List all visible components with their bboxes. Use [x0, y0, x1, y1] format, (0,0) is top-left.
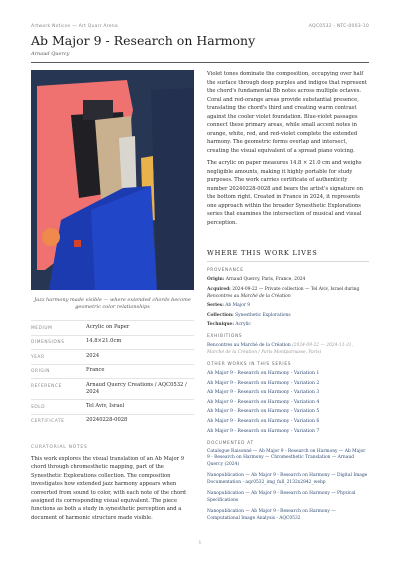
documented-link[interactable]: Nanopublication — Ab Major 9 - Research on Harmony — Computational Image Analysis - AQC0532 — [207, 509, 336, 521]
breadcrumb: Artwork Notices — Art Quarr Arena — [31, 24, 118, 29]
series-label: Series: — [207, 303, 224, 308]
acquired-event: Rencontres au Marché de la Création — [207, 293, 291, 299]
page-title: Ab Major 9 - Research on Harmony — [31, 33, 256, 48]
reference-code: AQC0532 · NTC-0003-10 — [308, 24, 369, 29]
spec-value: 2024 — [86, 352, 100, 359]
spec-value: Tel Aviv, Israel — [86, 402, 125, 409]
spec-row-sold — [31, 399, 194, 414]
notes-heading: CURATORIAL NOTES — [31, 445, 88, 450]
artist-name: Arnaud Quercy — [31, 51, 70, 57]
spec-row-medium — [31, 320, 194, 335]
documented-link[interactable]: Nanopublication — Ab Major 9 - Research on Harmony — Digital Image Documentation - aqc0532_img_full_2132x2842_webp — [207, 473, 368, 485]
artwork-image — [31, 70, 194, 290]
origin-value: Arnaud Quercy, Paris, France, 2024 — [225, 277, 306, 282]
documented-heading: DOCUMENTED AT — [207, 440, 254, 446]
acquired-value: 2024-09-22 — Private collection — Tel Aviv, Israel during — [232, 286, 360, 292]
documented-link[interactable]: Nanopublication — Ab Major 9 - Research on Harmony — Physical Specifications — [207, 491, 356, 503]
provenance-technique — [207, 321, 369, 328]
exhibition-item — [207, 342, 369, 356]
provenance-acquired — [207, 286, 369, 300]
provenance-origin — [207, 276, 369, 283]
provenance-heading: PROVENANCE — [207, 268, 244, 273]
spec-row-reference — [31, 378, 194, 399]
acquired-label: Acquired: — [207, 286, 231, 292]
spec-key: MEDIUM — [31, 325, 53, 331]
spec-value: 20240228-0028 — [86, 417, 128, 423]
spec-value: 14.8×21.0cm — [86, 338, 122, 344]
section-heading: WHERE THIS WORK LIVES — [207, 249, 318, 257]
spec-row-dimensions — [31, 335, 194, 350]
collection-label: Collection: — [207, 312, 234, 318]
spec-key: DIMENSIONS — [31, 340, 65, 345]
series-link[interactable]: Ab Major 9 — [225, 303, 251, 308]
documented-link[interactable]: Catalogue Raisonné — Ab Major 9 - Research on Harmony — Ab Major 9 - Research on Harmony — Chromesthetic Translation — Arnaud Quercy (2024) — [207, 448, 366, 467]
other-work-link[interactable]: Ab Major 9 - Research on Harmony - Variation 5 — [207, 409, 320, 415]
header-divider — [31, 62, 369, 63]
spec-row-origin — [31, 364, 194, 379]
spec-key: YEAR — [31, 354, 45, 360]
spec-key: REFERENCE — [31, 383, 62, 389]
spec-key: SOLD — [31, 404, 46, 410]
other-works-heading: OTHER WORKS IN THIS SERIES — [207, 362, 292, 367]
other-work-link[interactable]: Ab Major 9 - Research on Harmony - Variation 3 — [207, 390, 320, 396]
spec-key: CERTIFICATE — [31, 419, 65, 424]
description-paragraph: The acrylic on paper measures 14.8 × 21.0 cm and weighs negligible amounts, making it highly portable for study purposes. The work carries certificate of authenticity number 20240228-0028 and bears the artist's signature on the bottom right. Created in France in 2024, it represents one approach within the broader Synesthetic Explorations series that examines the intersection of musical and visual perception. — [207, 160, 363, 226]
collection-link[interactable]: Synesthetic Explorations — [235, 312, 291, 318]
other-work-link[interactable]: Ab Major 9 - Research on Harmony - Variation 7 — [207, 428, 320, 434]
header-bar — [31, 24, 369, 29]
artwork-caption: Jazz harmony made visible — where extended chords become geometric color relationships — [34, 297, 191, 310]
spec-value: Arnaud Quercy Creations / AQC0532 / 2024 — [86, 381, 187, 395]
curatorial-notes: This work explores the visual translation of an Ab Major 9 chord through chromesthetic mapping, part of the Synesthetic Explorations collection. The composition investigates how extended jazz harmony appears when converted from sound to color, with each note of the chord assigned its corresponding visual equivalent. The piece functions as both a study in synesthetic perception and a document of harmonic structure made visible. — [31, 456, 186, 521]
technique-label: Technique: — [207, 322, 234, 327]
section-divider — [207, 261, 369, 262]
page-number: 1 — [198, 541, 202, 546]
spec-value: Acrylic on Paper — [86, 323, 130, 330]
provenance-series — [207, 302, 369, 309]
exhibition-details: (2024-09-22 — 2024-11-31, Marché de la Création / Paris Montparnasse, Paris) — [207, 343, 353, 355]
technique-link[interactable]: Acrylic — [235, 322, 251, 327]
spec-row-year — [31, 349, 194, 364]
other-work-link[interactable]: Ab Major 9 - Research on Harmony - Variation 4 — [207, 399, 320, 405]
other-work-link[interactable]: Ab Major 9 - Research on Harmony - Variation 6 — [207, 418, 320, 424]
spec-row-certificate — [31, 414, 194, 429]
other-work-link[interactable]: Ab Major 9 - Research on Harmony - Variation 1 — [207, 371, 320, 376]
description-paragraph: Violet tones dominate the composition, occupying over half the surface through deep purples and indigos that represent the chord's fundamental Bb notes across multiple octaves. Coral and red-orange areas provide substantial presence, translating the chord's third and creating warm contrast against the cooler violet foundation. Blue-violet passages connect these primary areas, while small accent notes in orange, white, red, and red-violet complete the extended harmony. The geometric forms overlap and intersect, creating the visual equivalent of a spread piano voicing. — [207, 71, 367, 154]
spec-value: France — [86, 367, 105, 373]
provenance-collection — [207, 312, 369, 319]
specs-table — [31, 320, 194, 428]
exhibitions-heading: EXHIBITIONS — [207, 334, 243, 339]
exhibition-link[interactable]: Rencontres au Marché de la Création — [207, 343, 291, 348]
origin-label: Origin: — [207, 277, 225, 282]
other-work-link[interactable]: Ab Major 9 - Research on Harmony - Variation 2 — [207, 380, 320, 386]
description-column — [207, 70, 369, 527]
spec-key: ORIGIN — [31, 369, 51, 374]
